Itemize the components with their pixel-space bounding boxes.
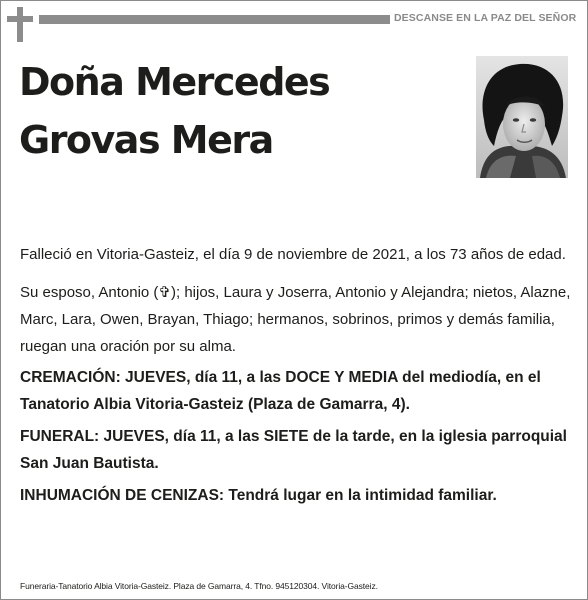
portrait-photo	[476, 56, 568, 178]
death-notice: Falleció en Vitoria-Gasteiz, el día 9 de noviembre de 2021, a los 73 años de edad.	[20, 246, 566, 263]
portrait-photo-image	[476, 56, 568, 178]
deceased-name-line-2: Grovas Mera	[19, 118, 273, 162]
header-rule	[39, 15, 390, 24]
cremation-notice: CREMACIÓN: JUEVES, día 11, a las DOCE Y MEDIA del mediodía, en el Tanatorio Albia Vitoria-Gasteiz (Plaza de Gamarra, 4).	[20, 369, 541, 413]
funeral-home-footer: Funeraria-Tanatorio Albia Vitoria-Gasteiz. Plaza de Gamarra, 4. Tfno. 945120304. Vitoria-Gasteiz.	[20, 581, 378, 591]
funeral-notice: FUNERAL: JUEVES, día 11, a las SIETE de la tarde, en la iglesia parroquial San Juan Bautista.	[20, 428, 567, 472]
family-paragraph: Su esposo, Antonio (✞); hijos, Laura y Joserra, Antonio y Alejandra; nietos, Alazne, Marc, Lara, Owen, Brayan, Thiago; hermanos, sobrinos, primos y demás familia, ruegan una oración por su alma.	[20, 284, 571, 355]
obituary-body	[20, 241, 576, 509]
cross-icon	[7, 7, 33, 42]
deceased-name-line-1: Doña Mercedes	[19, 60, 330, 104]
deceased-name	[19, 53, 459, 169]
inhumation-notice: INHUMACIÓN DE CENIZAS: Tendrá lugar en la intimidad familiar.	[20, 487, 497, 504]
header-label: DESCANSE EN LA PAZ DEL SEÑOR	[394, 12, 577, 24]
